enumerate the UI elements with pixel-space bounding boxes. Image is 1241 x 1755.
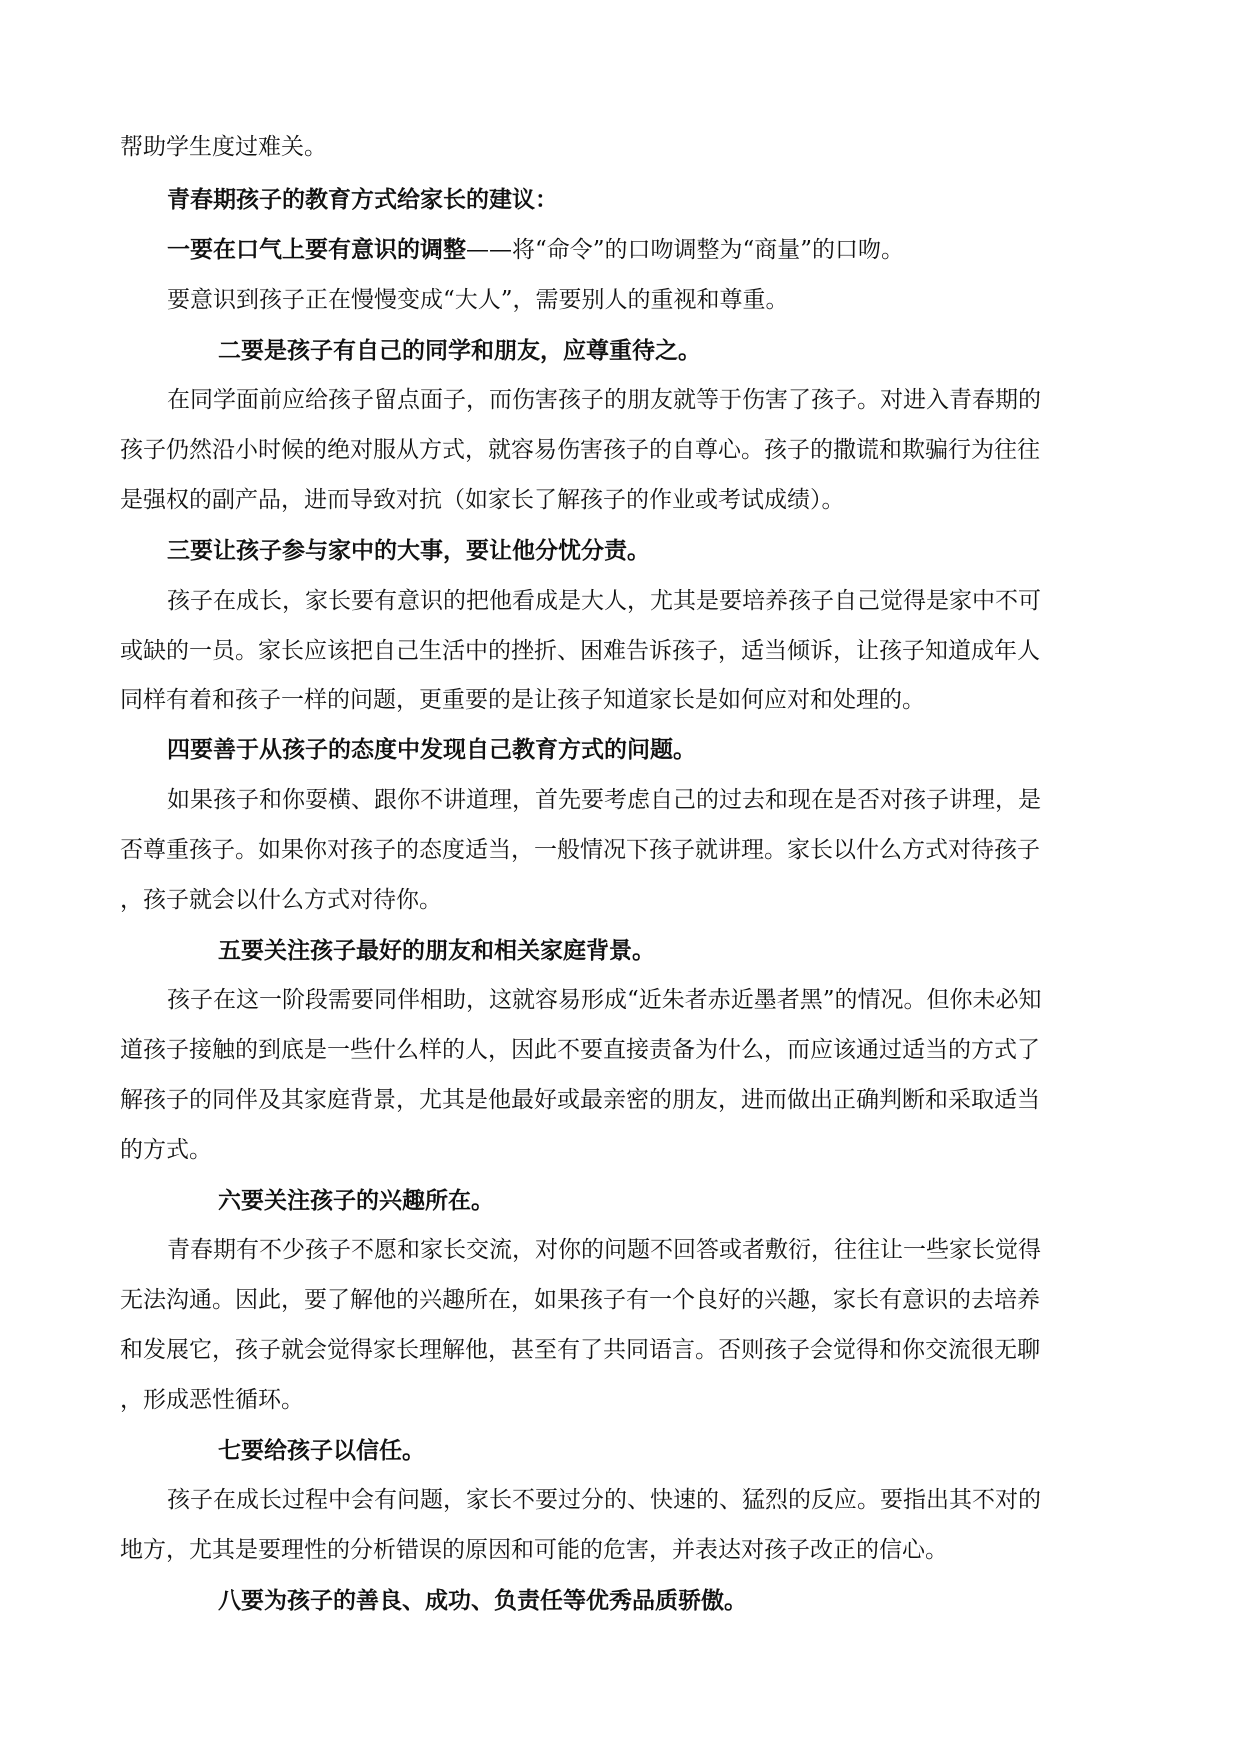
paragraph-line: 如果孩子和你耍横、跟你不讲道理，首先要考虑自己的过去和现在是否对孩子讲理，是	[167, 787, 1041, 813]
paragraph-line: 的方式。	[120, 1137, 212, 1163]
paragraph-line: 否尊重孩子。如果你对孩子的态度适当，一般情况下孩子就讲理。家长以什么方式对待孩子	[120, 837, 1040, 863]
paragraph-line: 孩子在成长，家长要有意识的把他看成是大人，尤其是要培养孩子自己觉得是家中不可	[167, 588, 1041, 614]
paragraph-line: 孩子在成长过程中会有问题，家长不要过分的、快速的、猛烈的反应。要指出其不对的	[167, 1487, 1041, 1513]
paragraph-line: 解孩子的同伴及其家庭背景，尤其是他最好或最亲密的朋友，进而做出正确判断和采取适当	[120, 1087, 1040, 1113]
point-heading: 八要为孩子的善良、成功、负责任等优秀品质骄傲。	[218, 1587, 747, 1614]
point-heading: 六要关注孩子的兴趣所在。	[218, 1187, 494, 1214]
paragraph-line: 或缺的一员。家长应该把自己生活中的挫折、困难告诉孩子，适当倾诉，让孩子知道成年人	[120, 638, 1040, 664]
point-heading: 五要关注孩子最好的朋友和相关家庭背景。	[218, 937, 655, 964]
paragraph-line: 无法沟通。因此，要了解他的兴趣所在，如果孩子有一个良好的兴趣，家长有意识的去培养	[120, 1287, 1040, 1313]
paragraph-line: 道孩子接触的到底是一些什么样的人，因此不要直接责备为什么，而应该通过适当的方式了	[120, 1037, 1040, 1063]
paragraph-line	[167, 236, 904, 264]
point-heading: 七要给孩子以信任。	[218, 1437, 425, 1464]
paragraph-line: 地方，尤其是要理性的分析错误的原因和可能的危害，并表达对孩子改正的信心。	[120, 1537, 948, 1563]
point-heading: 三要让孩子参与家中的大事，要让他分忧分责。	[167, 537, 650, 564]
point-text: ——将“命令”的口吻调整为“商量”的口吻。	[466, 237, 905, 263]
paragraph-line: 要意识到孩子正在慢慢变成“大人”，需要别人的重视和尊重。	[167, 287, 789, 313]
paragraph-line: 青春期有不少孩子不愿和家长交流，对你的问题不回答或者敷衍，往往让一些家长觉得	[167, 1237, 1041, 1263]
point-heading: 二要是孩子有自己的同学和朋友，应尊重待之。	[218, 337, 701, 364]
paragraph-line: 孩子在这一阶段需要同伴相助，这就容易形成“近朱者赤近墨者黑”的情况。但你未必知	[167, 987, 1042, 1013]
paragraph-line: ，孩子就会以什么方式对待你。	[120, 887, 442, 913]
paragraph-line: ，形成恶性循环。	[120, 1387, 304, 1413]
paragraph-line: 是强权的副产品，进而导致对抗（如家长了解孩子的作业或考试成绩）。	[120, 487, 845, 513]
point-heading: 一要在口气上要有意识的调整	[167, 236, 466, 263]
paragraph-line: 在同学面前应给孩子留点面子，而伤害孩子的朋友就等于伤害了孩子。对进入青春期的	[167, 387, 1041, 413]
paragraph-line: 孩子仍然沿小时候的绝对服从方式，就容易伤害孩子的自尊心。孩子的撒谎和欺骗行为往往	[120, 437, 1040, 463]
point-heading: 四要善于从孩子的态度中发现自己教育方式的问题。	[167, 736, 696, 763]
paragraph-line: 和发展它，孩子就会觉得家长理解他，甚至有了共同语言。否则孩子会觉得和你交流很无聊	[120, 1337, 1040, 1363]
section-heading: 青春期孩子的教育方式给家长的建议：	[167, 186, 558, 213]
paragraph-line: 帮助学生度过难关。	[120, 134, 327, 160]
paragraph-line: 同样有着和孩子一样的问题，更重要的是让孩子知道家长是如何应对和处理的。	[120, 687, 925, 713]
